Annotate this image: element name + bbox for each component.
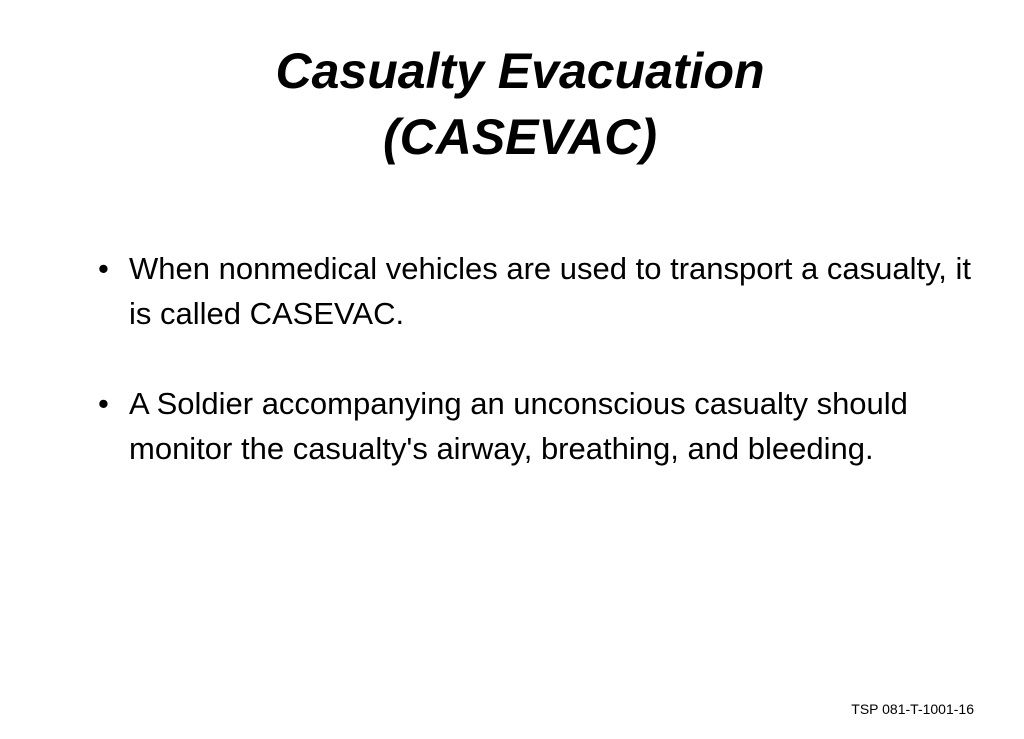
bullet-list bbox=[98, 246, 978, 516]
bullet-item-nonmedical-vehicles bbox=[98, 246, 978, 336]
title-line-2: (CASEVAC) bbox=[382, 109, 658, 165]
bullet-marker: • bbox=[98, 386, 109, 421]
footer-reference: TSP 081-T-1001-16 bbox=[851, 701, 974, 717]
bullet-text: When nonmedical vehicles are used to transport a casualty, it is called CASEVAC. bbox=[129, 251, 972, 331]
slide-title bbox=[0, 38, 1024, 170]
bullet-text: A Soldier accompanying an unconscious casualty should monitor the casualty's airway, breathing, and bleeding. bbox=[129, 386, 908, 466]
bullet-item-monitor-casualty bbox=[98, 381, 978, 471]
bullet-marker: • bbox=[98, 251, 109, 286]
title-line-1: Casualty Evacuation bbox=[275, 43, 765, 99]
